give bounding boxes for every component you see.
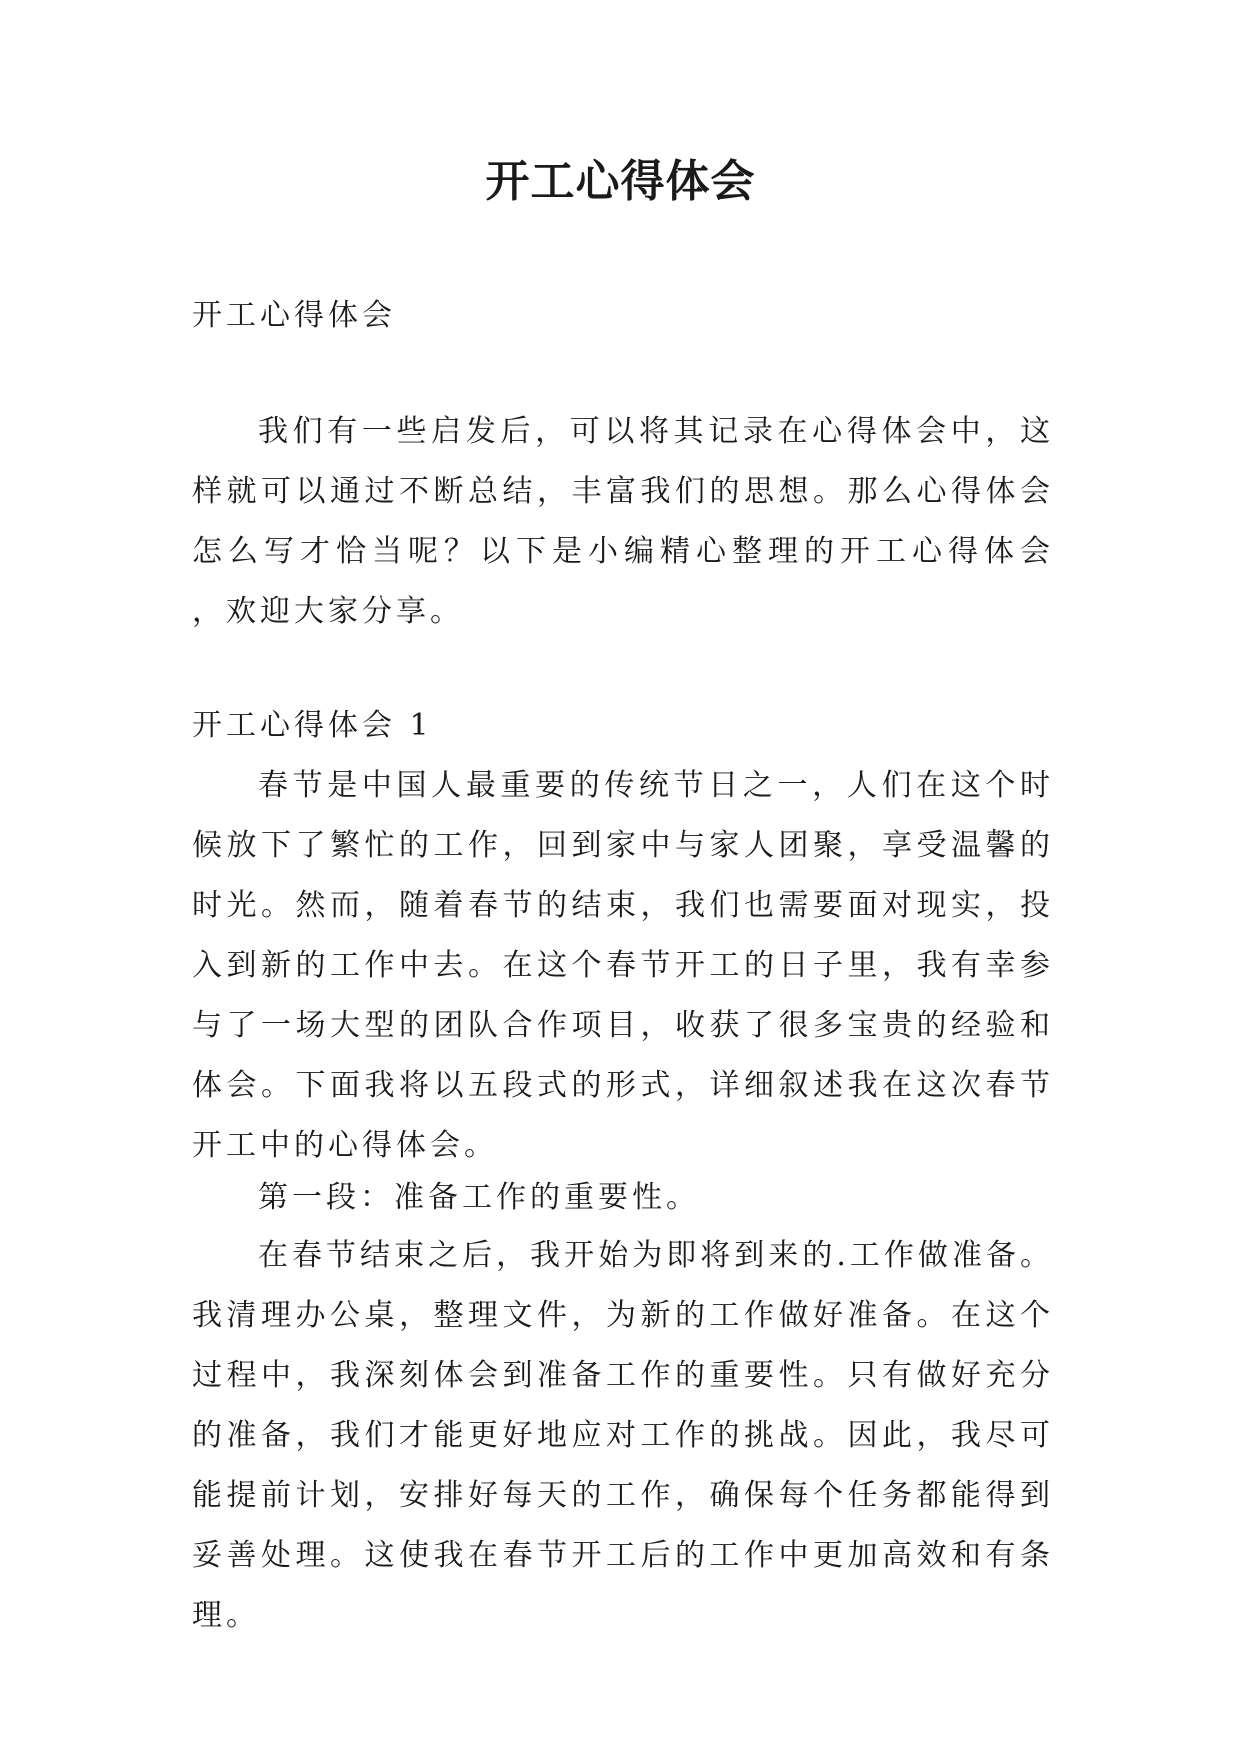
intro-paragraph: 我们有一些启发后，可以将其记录在心得体会中，这样就可以通过不断总结，丰富我们的思想。那么心得体会怎么写才恰当呢？以下是小编精心整理的开工心得体会 ，欢迎大家分享。: [192, 414, 1054, 629]
body-paragraph-3: 在春节结束之后，我开始为即将到来的.工作做准备。我清理办公桌，整理文件，为新的工作做好准备。在这个过程中，我深刻体会到准备工作的重要性。只有做好充分的准备，我们才能更好地应对工作的挑战。因此，我尽可能提前计划，安排好每天的工作，确保每个任务都能得到妥善处理。这使我在春节开工后的工作中更加高效和有条理。: [192, 1238, 1054, 1633]
section-heading: 开工心得体会 1: [192, 708, 433, 743]
body-paragraph-2: 第一段：准备工作的重要性。: [258, 1180, 700, 1215]
document-title: 开工心得体会: [485, 156, 756, 207]
body-paragraph-1: 春节是中国人最重要的传统节日之一，人们在这个时候放下了繁忙的工作，回到家中与家人团聚，享受温馨的时光。然而，随着春节的结束，我们也需要面对现实，投入到新的工作中去。在这个春节开工的日子里，我有幸参与了一场大型的团队合作项目，收获了很多宝贵的经验和体会。下面我将以五段式的形式，详细叙述我在这次春节开工中的心得体会。: [192, 768, 1054, 1163]
document-subtitle: 开工心得体会: [192, 298, 396, 333]
